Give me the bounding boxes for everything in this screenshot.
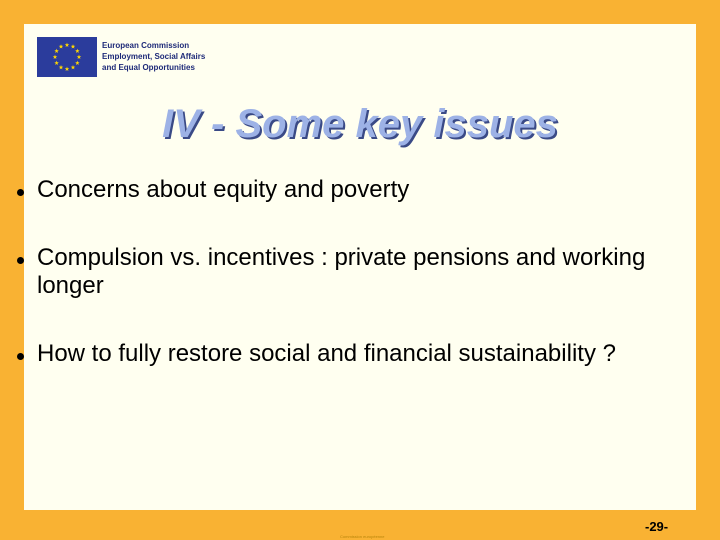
eu-star-icon [59,44,64,48]
eu-star-icon [65,43,70,47]
eu-star-icon [77,55,82,59]
eu-flag-icon [37,37,97,77]
eu-star-icon [59,65,64,69]
bullet-item [10,244,700,300]
page-number: -29- [645,519,669,534]
org-name [102,40,237,73]
eu-flag-stars [37,37,97,77]
eu-star-icon [75,61,80,65]
bullet-text: Compulsion vs. incentives : private pensions and working longer [37,244,646,299]
org-name-line: European Commission [102,41,190,50]
org-name-line: and Equal Opportunities [102,63,195,72]
eu-star-icon [71,65,76,69]
bullet-text: How to fully restore social and financial sustainability ? [37,340,616,367]
eu-star-icon [65,67,70,71]
bullet-text: Concerns about equity and poverty [37,176,410,203]
bullet-item [10,340,700,368]
eu-star-icon [53,55,58,59]
eu-star-icon [75,49,80,53]
bullet-dot-icon [17,257,24,264]
bullet-list [10,176,700,368]
bullet-item [10,176,700,204]
bullet-dot-icon [17,189,24,196]
bullet-dot-icon [17,353,24,360]
slide-title: IV - Some key issues [162,102,558,146]
header [37,37,237,77]
eu-star-icon [71,44,76,48]
eu-star-icon [54,61,59,65]
org-name-line: Employment, Social Affairs [102,52,206,61]
eu-star-icon [54,49,59,53]
footer-note: Commission européenne [340,534,385,539]
